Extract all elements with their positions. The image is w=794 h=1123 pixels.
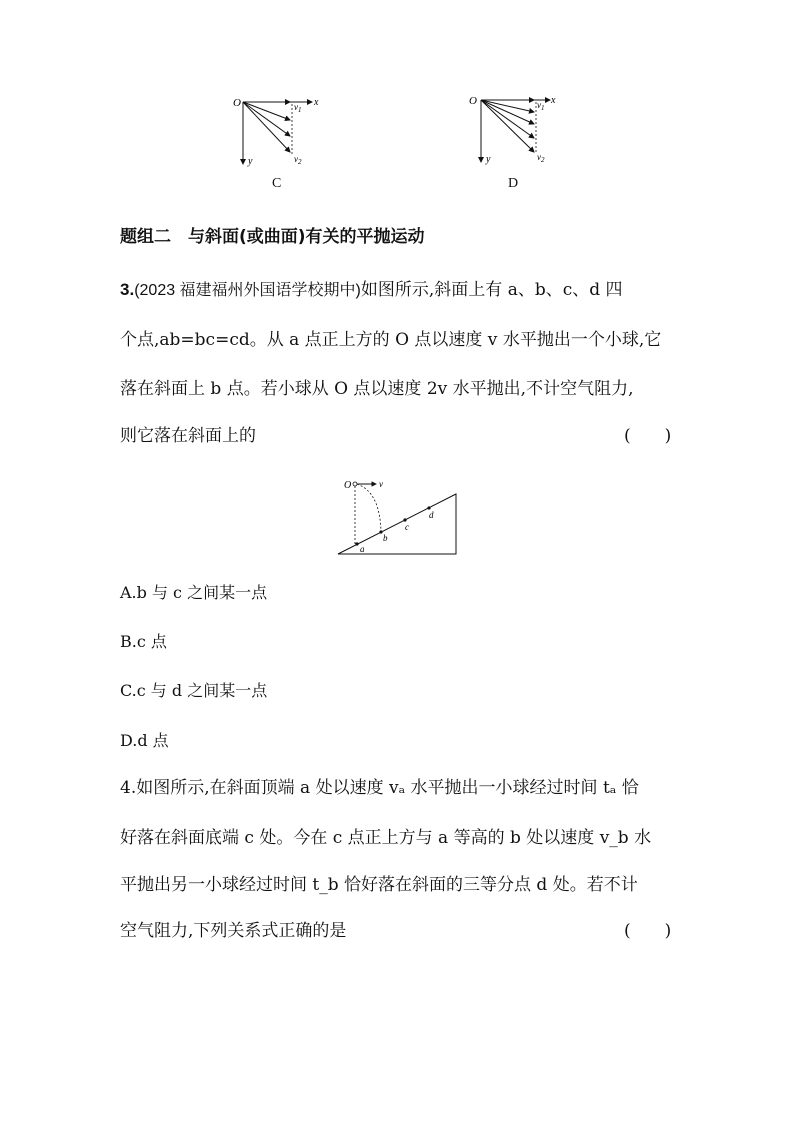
- q3-option-a[interactable]: A.b 与 c 之间某一点: [120, 583, 268, 602]
- q3-option-d[interactable]: D.d 点: [120, 731, 169, 750]
- point-c-label: c: [405, 522, 409, 532]
- incline-figure: [336, 474, 462, 558]
- section-heading: 题组二 与斜面(或曲面)有关的平抛运动: [120, 227, 425, 247]
- figure-c-label: C: [272, 176, 282, 191]
- q3-source: (2023 福建福州外国语学校期中): [134, 282, 361, 299]
- origin-label: O: [233, 97, 241, 109]
- figure-option-d: [466, 92, 566, 172]
- v1-label: $v_1$: [537, 100, 545, 112]
- v1-label: $v_1$: [294, 102, 302, 114]
- v2-label: $v_2$: [294, 154, 302, 166]
- q3-line-2: 个点,ab=bc=cd。从 a 点正上方的 O 点以速度 v 水平抛出一个小球,它: [120, 330, 662, 350]
- point-a-label: a: [360, 544, 365, 554]
- velocity-label: v: [379, 479, 383, 489]
- x-axis-label: x: [314, 97, 319, 108]
- point-b-label: b: [383, 533, 388, 543]
- figure-d-label: D: [508, 176, 519, 191]
- figure-option-c: [230, 92, 330, 172]
- q3-line-1-text: 如图所示,斜面上有 a、b、c、d 四: [360, 280, 623, 300]
- q3-number: 3.: [120, 280, 135, 299]
- q3-option-c[interactable]: C.c 与 d 之间某一点: [120, 681, 268, 700]
- q4-line-4: 空气阻力,下列关系式正确的是: [120, 921, 347, 941]
- q3-line-4: 则它落在斜面上的: [120, 426, 256, 446]
- q4-line-2: 好落在斜面底端 c 处。今在 c 点正上方与 a 等高的 b 处以速度 v_b 水: [120, 828, 652, 848]
- y-axis-label: y: [486, 154, 491, 165]
- q3-option-b[interactable]: B.c 点: [120, 632, 167, 651]
- q4-line-3: 平抛出另一小球经过时间 t_b 恰好落在斜面的三等分点 d 处。若不计: [120, 875, 638, 895]
- x-axis-label: x: [551, 95, 556, 106]
- y-axis-label: y: [248, 156, 253, 167]
- q3-line-3: 落在斜面上 b 点。若小球从 O 点以速度 2v 水平抛出,不计空气阻力,: [120, 379, 634, 399]
- q4-line-1: 4.如图所示,在斜面顶端 a 处以速度 vₐ 水平抛出一小球经过时间 tₐ 恰: [120, 778, 639, 798]
- q3-answer-paren: ( ): [624, 426, 672, 446]
- q4-answer-paren: ( ): [624, 921, 672, 941]
- origin-label: O: [469, 95, 477, 107]
- q3-line-1: [120, 278, 623, 303]
- point-o-label: O: [344, 480, 352, 491]
- point-d-label: d: [429, 510, 434, 520]
- v2-label: $v_2$: [537, 152, 545, 164]
